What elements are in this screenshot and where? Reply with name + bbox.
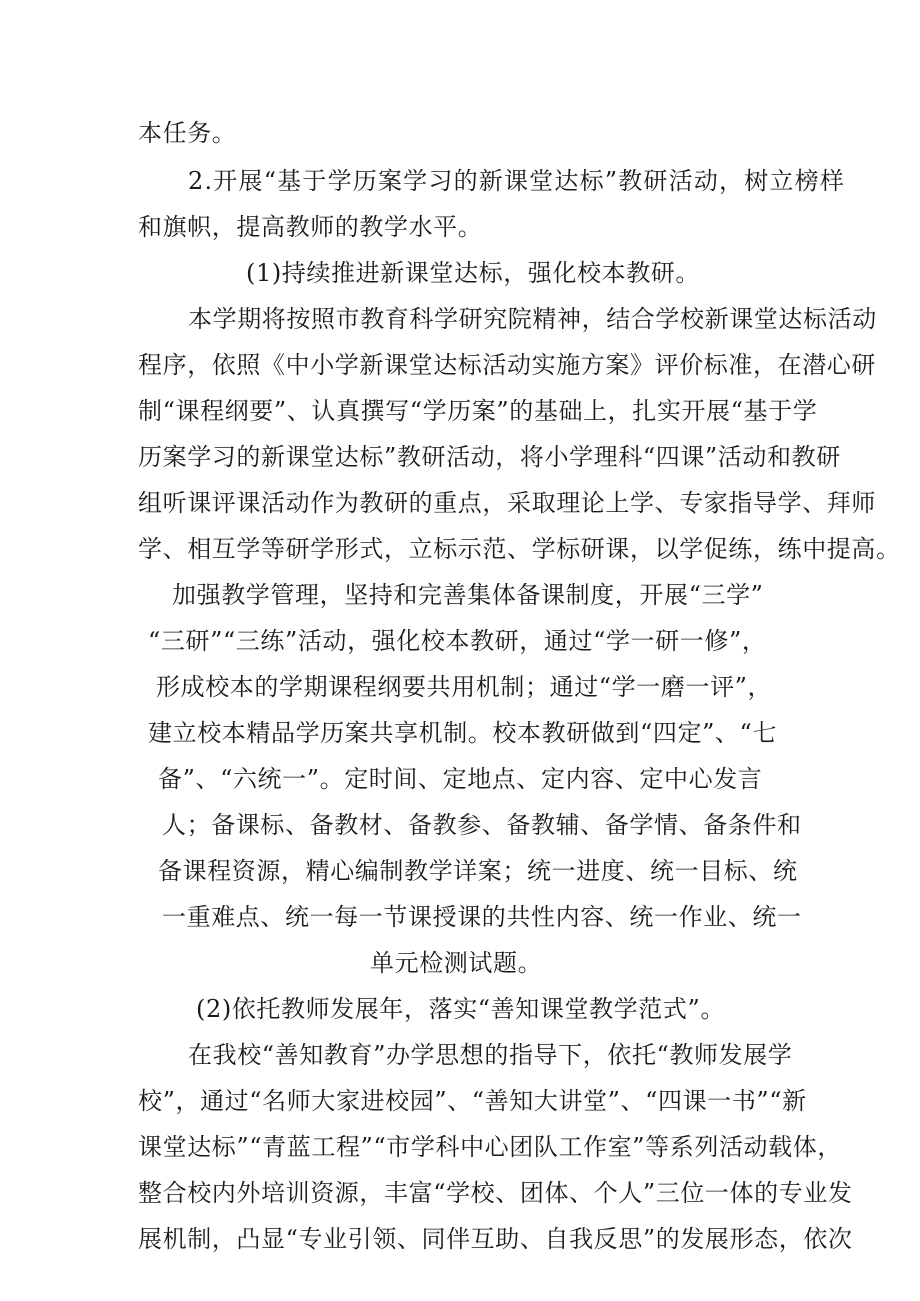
text-line: 展机制，凸显“专业引领、同伴互助、自我反思”的发展形态，依次 [138, 1225, 853, 1253]
text-line: 备”、“六统一”。定时间、定地点、定内容、定中心发言 [158, 765, 763, 793]
text-line: 加强教学管理，坚持和完善集体备课制度，开展“三学” [172, 581, 764, 609]
text-line: 建立校本精品学历案共享机制。校本教研做到“四定”、“七 [148, 719, 778, 747]
text-line: 单元检测试题。 [370, 949, 543, 977]
text-line: 课堂达标”“青蓝工程”“市学科中心团队工作室”等系列活动载体， [138, 1133, 842, 1161]
text-line: 2.开展“基于学历案学习的新课堂达标”教研活动，树立榜样 [188, 167, 846, 195]
text-line: 在我校“善知教育”办学思想的指导下，依托“教师发展学 [188, 1041, 793, 1069]
text-line: (2)依托教师发展年，落实“善知课堂教学范式”。 [196, 995, 725, 1023]
text-line: 本任务。 [138, 119, 237, 147]
text-line: “三研”“三练”活动，强化校本教研，通过“学一研一修”， [148, 627, 767, 655]
text-line: 历案学习的新课堂达标”教研活动，将小学理科“四课”活动和教研 [138, 443, 841, 471]
text-line: 和旗帜，提高教师的教学水平。 [138, 213, 483, 241]
text-line: 校”，通过“名师大家进校园”、“善知大讲堂”、“四课一书”“新 [138, 1087, 807, 1115]
text-line: 制“课程纲要”、认真撰写“学历案”的基础上，扎实开展“基于学 [138, 397, 818, 425]
text-line: 人；备课标、备教材、备教参、备教辅、备学情、备条件和 [162, 811, 802, 839]
text-line: 形成校本的学期课程纲要共用机制；通过“学一磨一评”， [156, 673, 773, 701]
text-line: 程序，依照《中小学新课堂达标活动实施方案》评价标准，在潜心研 [138, 351, 876, 379]
text-line: 整合校内外培训资源，丰富“学校、团体、个人”三位一体的专业发 [138, 1179, 853, 1207]
text-line: 一重难点、统一每一节课授课的共性内容、统一作业、统一 [162, 903, 802, 931]
text-line: 备课程资源，精心编制教学详案；统一进度、统一目标、统 [158, 857, 798, 885]
text-line: (1)持续推进新课堂达标，强化校本教研。 [246, 259, 700, 287]
text-line: 学、相互学等研学形式，立标示范、学标研课，以学促练，练中提高。 [138, 535, 901, 563]
text-line: 本学期将按照市教育科学研究院精神，结合学校新课堂达标活动 [188, 305, 877, 333]
text-line: 组听课评课活动作为教研的重点，采取理论上学、专家指导学、拜师 [138, 489, 876, 517]
